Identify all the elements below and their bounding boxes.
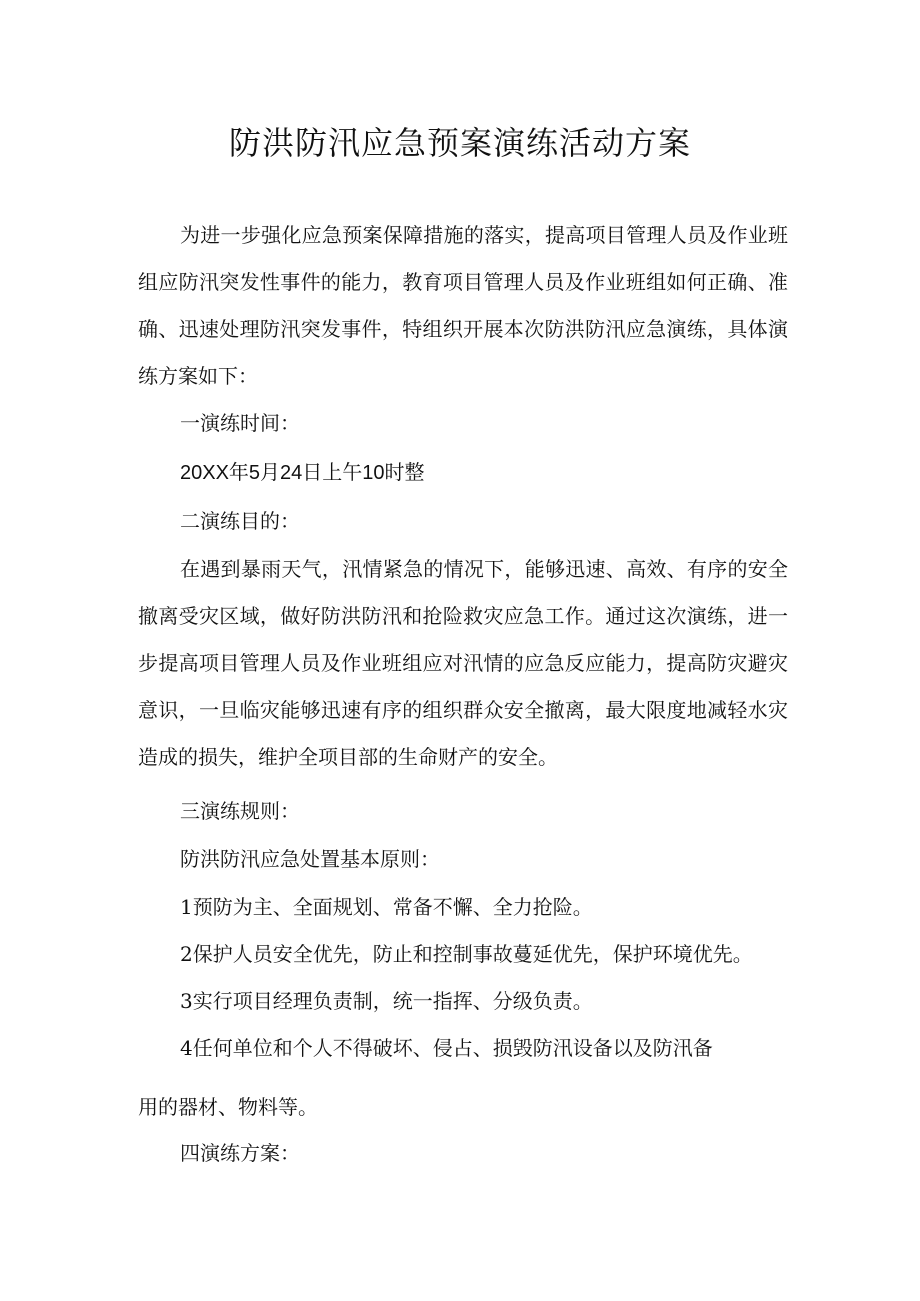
rule-item: 2保护人员安全优先，防止和控制事故蔓延优先，保护环境优先。 <box>180 942 753 966</box>
rule-4-continuation: 用的器材、物料等。 <box>138 1095 318 1119</box>
intro-paragraph-block <box>138 212 788 400</box>
section-2-content-block <box>138 546 788 781</box>
rule-4-continuation-block <box>138 1084 788 1131</box>
section-3-subheading: 防洪防汛应急处置基本原则： <box>180 847 440 871</box>
section-3-heading: 三演练规则： <box>180 799 300 823</box>
rule-item: 1预防为主、全面规划、常备不懈、全力抢险。 <box>180 895 593 919</box>
intro-paragraph: 为进一步强化应急预案保障措施的落实，提高项目管理人员及作业班组应防汛突发性事件的能力，教育项目管理人员及作业班组如何正确、准确、迅速处理防汛突发事件，特组织开展本次防洪防汛应急演练，具体演练方案如下： <box>138 223 788 388</box>
section-1-content-block <box>138 450 788 497</box>
section-2-content: 在遇到暴雨天气，汛情紧急的情况下，能够迅速、高效、有序的安全撤离受灾区域，做好防洪防汛和抢险救灾应急工作。通过这次演练，进一步提高项目管理人员及作业班组应对汛情的应急反应能力，提高防灾避灾意识，一旦临灾能够迅速有序的组织群众安全撤离，最大限度地减轻水灾造成的损失，维护全项目部的生命财产的安全。 <box>138 557 788 769</box>
rule-item: 4任何单位和个人不得破坏、侵占、损毁防汛设备以及防汛备 <box>180 1036 713 1060</box>
section-2-heading: 二演练目的： <box>180 509 300 533</box>
rules-list <box>138 884 788 1072</box>
section-1 <box>138 400 788 447</box>
section-3 <box>138 788 788 835</box>
section-2 <box>138 498 788 545</box>
section-3-subheading-block <box>138 836 788 883</box>
rule-item: 3实行项目经理负责制，统一指挥、分级负责。 <box>180 989 593 1013</box>
section-4 <box>138 1130 788 1177</box>
section-4-heading: 四演练方案： <box>180 1141 300 1165</box>
section-1-content: 20XX年5月24日上午10时整 <box>180 462 425 484</box>
document-title: 防洪防汛应急预案演练活动方案 <box>228 124 691 162</box>
section-1-heading: 一演练时间： <box>180 411 300 435</box>
